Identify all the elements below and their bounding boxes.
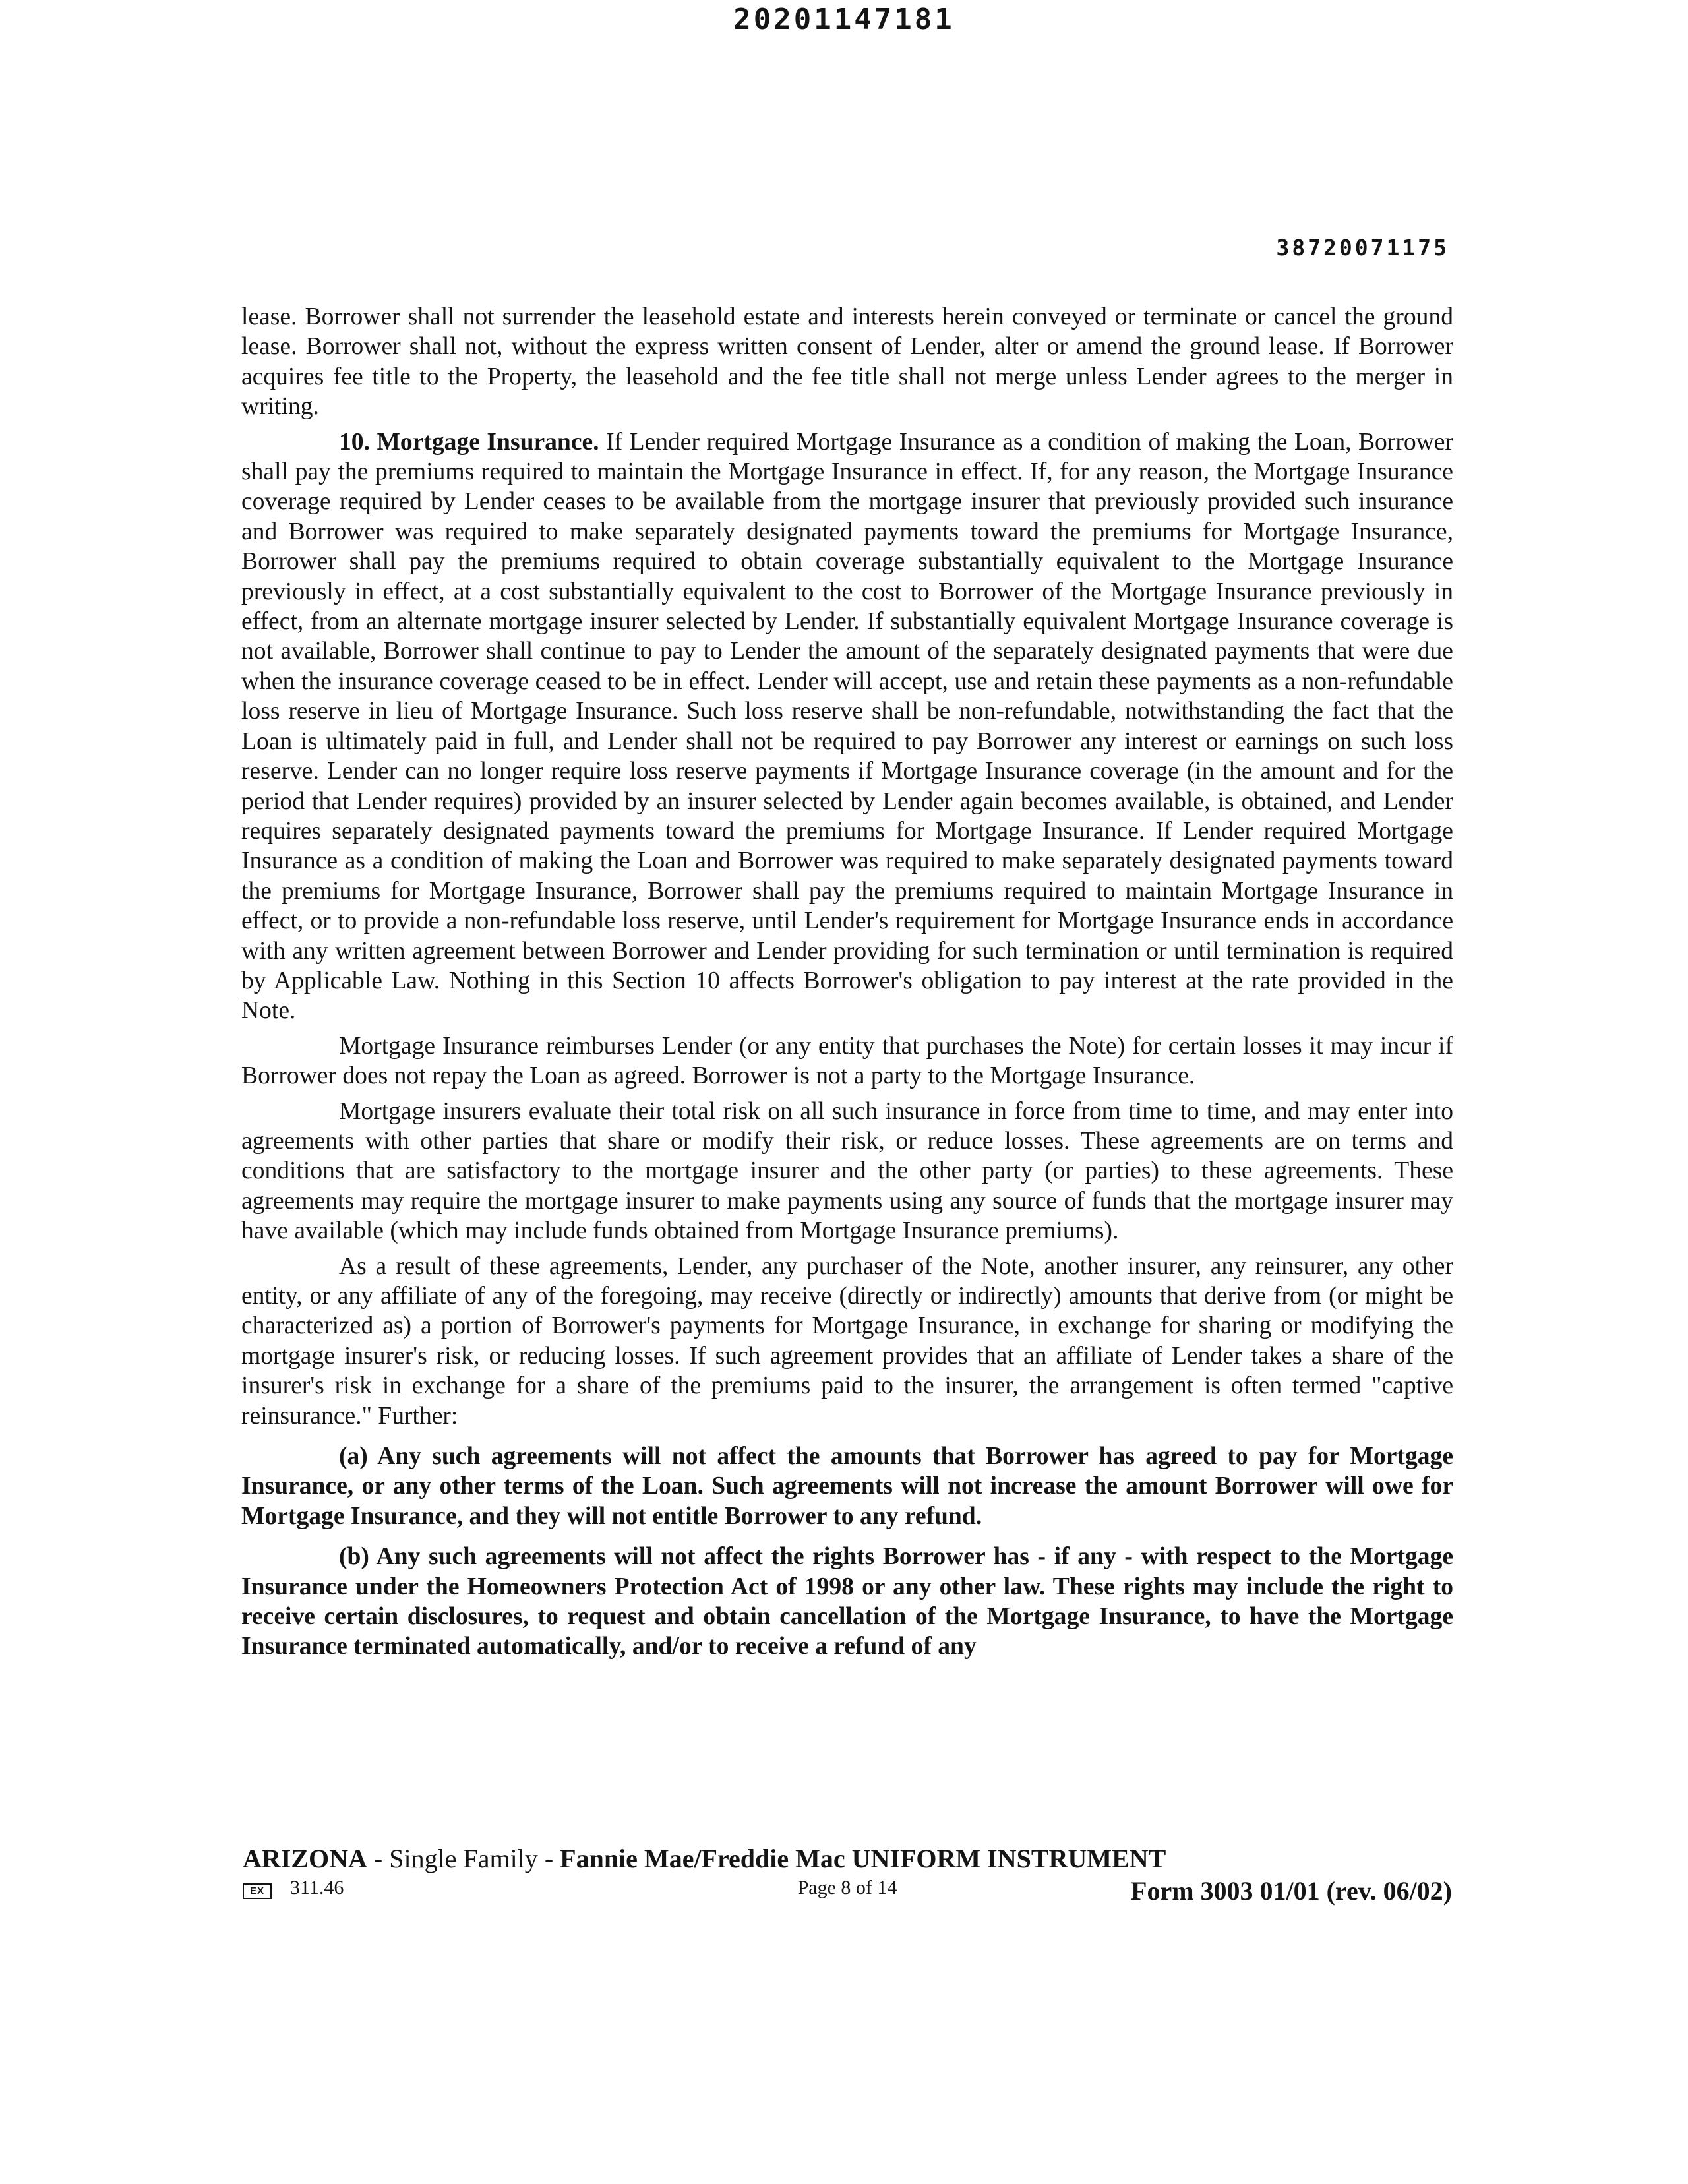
recording-number: 20201147181 [733,3,955,36]
section-heading: 10. Mortgage Insurance. [339,428,599,456]
section-body: If Lender required Mortgage Insurance as a condition of making the Loan, Borrower shall pay the premiums required to maintain the Mortgage Insurance in effect. If, for any reason, the Mortgage Insurance coverage required by Lender ceases to be available from the mortgage insurer that previously provided such insurance and Borrower was required to make separately designated payments toward the premiums for Mortgage Insurance, Borrower shall pay the premiums required to obtain coverage substantially equivalent to the Mortgage Insurance previously in effect, at a cost substantially equivalent to the cost to Borrower of the Mortgage Insurance previously in effect, from an alternate mortgage insurer selected by Lender. If substantially equivalent Mortgage Insurance coverage is not available, Borrower shall continue to pay to Lender the amount of the separately designated payments that were due when the insurance coverage ceased to be in effect. Lender will accept, use and retain these payments as a non-refundable loss reserve in lieu of Mortgage Insurance. Such loss reserve shall be non-refundable, notwithstanding the fact that the Loan is ultimately paid in full, and Lender shall not be required to pay Borrower any interest or earnings on such loss reserve. Lender can no longer require loss reserve payments if Mortgage Insurance coverage (in the amount and for the period that Lender requires) provided by an insurer selected by Lender again becomes available, is obtained, and Lender requires separately designated payments toward the premiums for Mortgage Insurance. If Lender required Mortgage Insurance as a condition of making the Loan and Borrower was required to make separately designated payments toward the premiums for Mortgage Insurance, Borrower shall pay the premiums required to maintain Mortgage Insurance in effect, or to provide a non-refundable loss reserve, until Lender's requirement for Mortgage Insurance ends in accordance with any written agreement between Borrower and Lender providing for such termination or until termination is required by Applicable Law. Nothing in this Section 10 affects Borrower's obligation to pay interest at the rate provided in the Note. [241,428,1453,1025]
footer-instrument: Fannie Mae/Freddie Mac UNIFORM INSTRUMENT [560,1844,1166,1873]
footer-meta [243,1875,1452,1907]
loan-number: 38720071175 [1276,235,1449,260]
paragraph-reimbursement: Mortgage Insurance reimburses Lender (or any entity that purchases the Note) for certain losses it may incur if Borrower does not repay the Loan as agreed. Borrower is not a party to the Mortgage Insurance. [241,1032,1453,1090]
form-id: Form 3003 01/01 (rev. 06/02) [1131,1876,1452,1906]
paragraph-captive-reinsurance: As a result of these agreements, Lender, any purchaser of the Note, another insurer, any reinsurer, any other entity, or any affiliate of any of the foregoing, may receive (directly or indirectly) amounts that derive from (or might be characterized as) a portion of Borrower's payments for Mortgage Insurance, in exchange for sharing or modifying the mortgage insurer's risk, or reducing losses. If such agreement provides that an affiliate of Lender takes a share of the insurer's risk in exchange for a share of the premiums paid to the insurer, the arrangement is often termed "captive reinsurance." Further: [241,1252,1453,1430]
footer-state: ARIZONA [243,1844,367,1873]
footer-family-type: Single Family [389,1844,538,1873]
clause-a: (a) Any such agreements will not affect the amounts that Borrower has agreed to pay for Mortgage Insurance, or any other terms of the Loan. Such agreements will not increase the amount Borrower will owe for Mortgage Insurance, and they will not entitle Borrower to any refund. [241,1443,1453,1530]
footer-separator: - [537,1844,560,1873]
form-code: 311.46 [290,1877,344,1898]
paragraph-leasehold: lease. Borrower shall not surrender the leasehold estate and interests herein conveyed or terminate or cancel the ground lease. Borrower shall not, without the express written consent of Lender, alter or amend the ground lease. If Borrower acquires fee title to the Property, the leasehold and the fee title shall not merge unless Lender agrees to the merger in writing. [241,303,1453,421]
form-footer [243,1844,1452,1907]
document-body [241,302,1453,1662]
paragraph-risk-agreements: Mortgage insurers evaluate their total risk on all such insurance in force from time to time, and may enter into agreements with other parties that share or modify their risk, or reduce losses. These agreements are on terms and conditions that are satisfactory to the mortgage insurer and the other party (or parties) to these agreements. These agreements may require the mortgage insurer to make payments using any source of funds that the mortgage insurer may have available (which may include funds obtained from Mortgage Insurance premiums). [241,1097,1453,1245]
paragraph-mortgage-insurance [241,427,1453,1026]
footer-separator: - [367,1844,390,1873]
form-title [243,1844,1452,1874]
page-indicator: Page 8 of 14 [797,1877,897,1898]
ex-logo-icon: EX [243,1883,272,1899]
clause-b: (b) Any such agreements will not affect the rights Borrower has - if any - with respect to the Mortgage Insurance under the Homeowners Protection Act of 1998 or any other law. These rights may include the right to receive certain disclosures, to request and obtain cancellation of the Mortgage Insurance, to have the Mortgage Insurance terminated automatically, and/or to receive a refund of any [241,1543,1453,1660]
